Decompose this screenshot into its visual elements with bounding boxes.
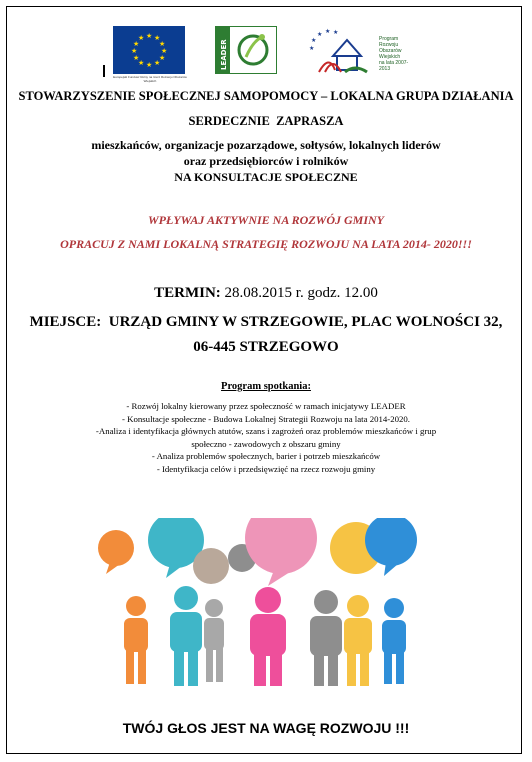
program-item: -Analiza i identyfikacja głównych atutów, szans i zagrożeń oraz problemów mieszkańców i grup — [95, 426, 437, 436]
audience-line: mieszkańców, organizacje pozarządowe, sołtysów, lokalnych liderów — [91, 138, 441, 152]
svg-text:★: ★ — [333, 29, 339, 36]
eu-caption: Europejski Fundusz Rolny na rzecz Rozwoju Obszarów Wiejskich — [113, 75, 187, 83]
svg-text:★: ★ — [311, 37, 317, 44]
prow-caption-line: Wiejskich — [379, 54, 401, 60]
svg-text:★: ★ — [161, 47, 168, 55]
svg-text:★: ★ — [146, 32, 153, 40]
program-title: Program spotkania: — [221, 381, 311, 392]
place-label: MIEJSCE: — [29, 314, 102, 330]
svg-text:★: ★ — [138, 34, 145, 42]
svg-text:★: ★ — [146, 61, 153, 69]
program-item: - Konsultacje społeczne - Budowa Lokalnej Strategii Rozwoju na lata 2014-2020. — [121, 413, 411, 424]
invites-text: SERDECZNIE ZAPRASZA — [188, 114, 344, 128]
term-label: TERMIN: — [154, 285, 221, 301]
eu-stars-icon — [113, 26, 185, 74]
svg-text:★: ★ — [154, 34, 161, 42]
program-item: społeczno - zawodowych z obszaru gminy — [191, 438, 341, 449]
slogan-line: OPRACUJ Z NAMI LOKALNĄ STRATEGIĘ ROZWOJU NA LATA 2014- 2020!!! — [60, 237, 472, 251]
svg-text:★: ★ — [325, 28, 331, 35]
prow-caption-line: Obszarów — [379, 48, 402, 54]
text-cursor — [103, 65, 105, 77]
prow-caption-line: na lata 2007-2013 — [379, 60, 409, 72]
svg-text:★: ★ — [138, 59, 145, 67]
audience-line: NA KONSULTACJE SPOŁECZNE — [174, 170, 358, 184]
prow-caption — [379, 36, 415, 72]
program-item: - Rozwój lokalny kierowany przez społeczność w ramach inicjatywy LEADER — [126, 401, 406, 411]
svg-text:★: ★ — [133, 54, 140, 62]
people-speech-bubbles-illustration — [96, 518, 436, 688]
svg-text:★: ★ — [309, 45, 315, 52]
svg-text:★: ★ — [317, 31, 323, 38]
term-value: 28.08.2015 r. godz. 12.00 — [220, 285, 378, 301]
program-list — [6, 400, 526, 475]
svg-text:★: ★ — [154, 59, 161, 67]
prow-caption-line: Rozwoju — [379, 42, 399, 48]
svg-text:★: ★ — [159, 54, 166, 62]
prow-caption-line: Program — [379, 36, 399, 42]
svg-text:★: ★ — [131, 47, 138, 55]
place-line-2: 06-445 STRZEGOWO — [193, 339, 339, 355]
logo-row — [0, 26, 532, 83]
audience-line: oraz przedsiębiorców i rolników — [183, 154, 349, 168]
term-line — [6, 285, 526, 302]
leader-logo — [215, 26, 277, 74]
svg-text:★: ★ — [159, 40, 166, 48]
prow-emblem-icon — [305, 26, 377, 78]
program-item: - Identyfikacja celów i przedsięwzięć na rzecz rozwoju gminy — [156, 463, 376, 474]
slogan-line: WPŁYWAJ AKTYWNIE NA ROZWÓJ GMINY — [147, 213, 385, 227]
footer-slogan: TWÓJ GŁOS JEST NA WAGĘ ROZWOJU !!! — [122, 720, 410, 736]
place-line — [6, 314, 526, 331]
eu-flag-logo — [113, 26, 185, 74]
program-item: - Analiza problemów społecznych, barier i potrzeb mieszkańców — [151, 451, 381, 461]
organization-title: STOWARZYSZENIE SPOŁECZNEJ SAMOPOMOCY – LOKALNA GRUPA DZIAŁANIA — [18, 89, 514, 103]
prow-logo — [305, 26, 415, 78]
place-value: URZĄD GMINY W STRZEGOWIE, PLAC WOLNOŚCI 32, — [101, 314, 503, 330]
svg-text:★: ★ — [133, 40, 140, 48]
leader-text: LEADER — [220, 39, 228, 70]
